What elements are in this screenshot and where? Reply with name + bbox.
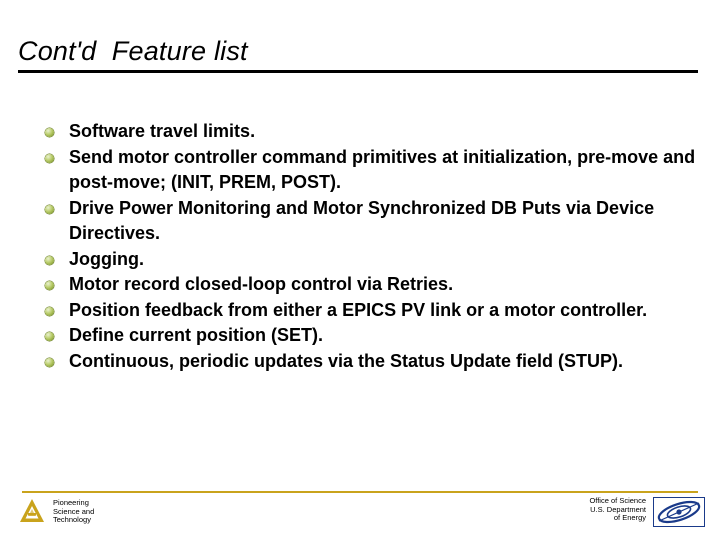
footer-right-line: Office of Science: [589, 496, 646, 505]
bullet-text: Define current position (SET).: [69, 325, 324, 345]
bullet-dot-icon: [45, 154, 54, 163]
bullet-text: Continuous, periodic updates via the Status Update field (STUP).: [69, 350, 624, 371]
bullet-item: [45, 349, 705, 375]
bullet-item: [45, 196, 705, 247]
bullet-text: Send motor controller command primitives at initialization, pre-move and post-move; (INIT, PREM, POST).: [69, 146, 696, 192]
bullet-text: Position feedback from either a EPICS PV link or a motor controller.: [69, 299, 648, 320]
footer-right-line: of Energy: [613, 513, 646, 522]
slide-title: Cont'd Feature list: [18, 36, 248, 66]
bullet-text: Motor record closed-loop control via Retries.: [69, 274, 454, 294]
footer-right-text: [589, 497, 646, 523]
bullet-dot-icon: [45, 358, 54, 367]
bullet-dot-icon: [45, 128, 54, 137]
footer-left-line: Pioneering: [53, 498, 89, 507]
feature-bullet-list: [45, 119, 705, 374]
bullet-text: Drive Power Monitoring and Motor Synchronized DB Puts via Device Directives.: [69, 197, 655, 243]
footer-left-text: [53, 499, 94, 525]
argonne-logo-icon: [18, 497, 46, 525]
bullet-item: [45, 119, 705, 145]
footer-left-line: Science and: [53, 506, 95, 516]
bullet-item: [45, 145, 705, 196]
office-of-science-logo-icon: [653, 497, 705, 527]
footer-right-line: U.S. Department: [590, 504, 646, 514]
bullet-text: Software travel limits.: [69, 121, 256, 141]
footer-divider: [22, 491, 698, 493]
bullet-dot-icon: [45, 307, 54, 316]
bullet-dot-icon: [45, 205, 54, 214]
title-divider: [18, 70, 698, 73]
bullet-item: [45, 272, 705, 298]
bullet-item: [45, 323, 705, 349]
bullet-item: [45, 247, 705, 273]
bullet-text: Jogging.: [69, 248, 144, 269]
bullet-dot-icon: [45, 256, 54, 265]
bullet-dot-icon: [45, 332, 54, 341]
bullet-dot-icon: [45, 281, 54, 290]
footer-left-line: Technology: [53, 515, 91, 524]
bullet-item: [45, 298, 705, 324]
